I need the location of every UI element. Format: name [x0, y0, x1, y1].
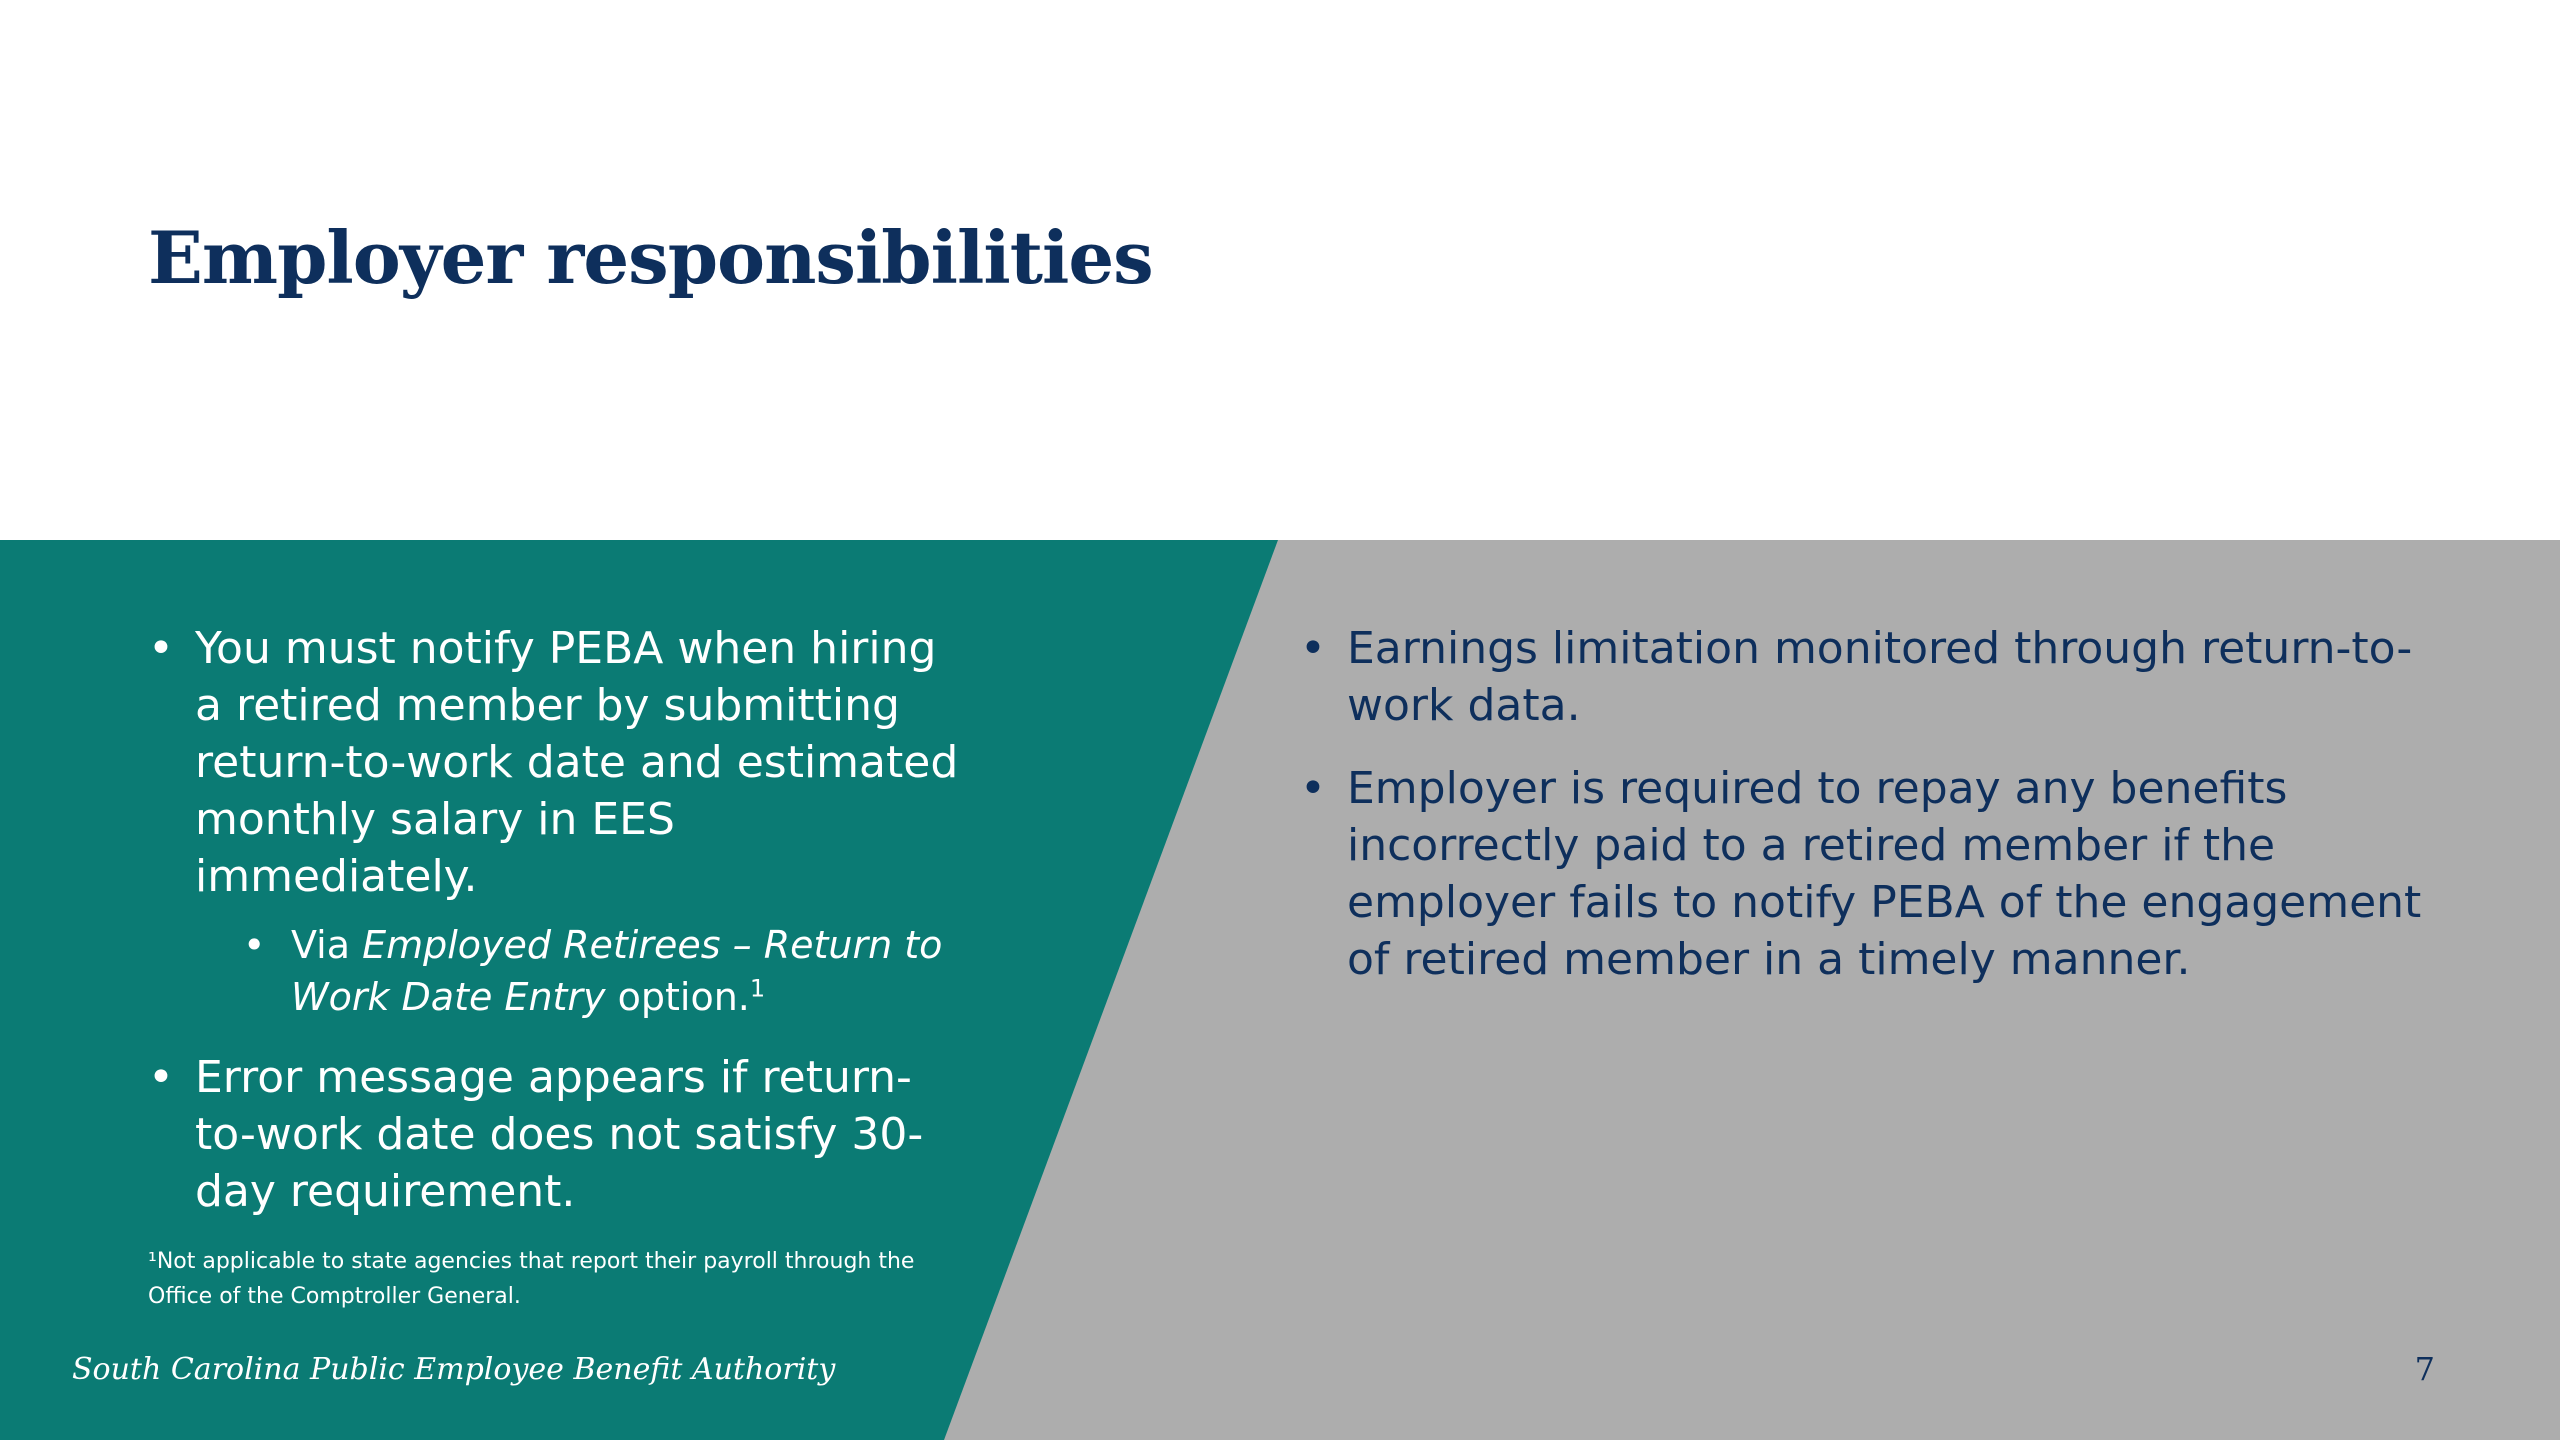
- right-column: [1300, 620, 2450, 1014]
- left-sub-bullet-1: [243, 919, 968, 1023]
- right-bullet-1-text: Earnings limitation monitored through return-to-work data.: [1347, 623, 2413, 731]
- right-bullet-1: [1300, 620, 2450, 734]
- left-bullet-1-text: You must notify PEBA when hiring a retired member by submitting return-to-work date and estimated monthly salary in EES immediately.: [195, 623, 959, 902]
- slide-title: Employer responsibilities: [148, 215, 1153, 300]
- left-bullet-1: [148, 620, 968, 1023]
- page-number: 7: [2414, 1350, 2435, 1388]
- footnote-mark: 1: [749, 974, 766, 1003]
- right-bullet-2-text: Employer is required to repay any benefits incorrectly paid to a retired member if the employer fails to notify PEBA of the engagement of retired member in a timely manner.: [1347, 763, 2422, 985]
- sub-bullet-suffix: option.: [605, 975, 750, 1019]
- right-bullet-list: [1300, 620, 2450, 988]
- left-bullet-list: [148, 620, 968, 1220]
- sub-bullet-prefix: Via: [291, 923, 363, 967]
- left-bullet-2-text: Error message appears if return-to-work date does not satisfy 30-day requirement.: [195, 1052, 924, 1217]
- left-column: [148, 620, 968, 1246]
- organization-name: South Carolina Public Employee Benefit Authority: [72, 1352, 836, 1387]
- sub-bullet-emphasis: Employed Retirees – Return to Work Date Entry: [291, 923, 943, 1019]
- left-bullet-2: [148, 1049, 968, 1220]
- right-bullet-2: [1300, 760, 2450, 988]
- footnote: ¹Not applicable to state agencies that report their payroll through the Office of the Comptroller General.: [148, 1249, 915, 1309]
- left-sub-bullet-list: [195, 919, 968, 1023]
